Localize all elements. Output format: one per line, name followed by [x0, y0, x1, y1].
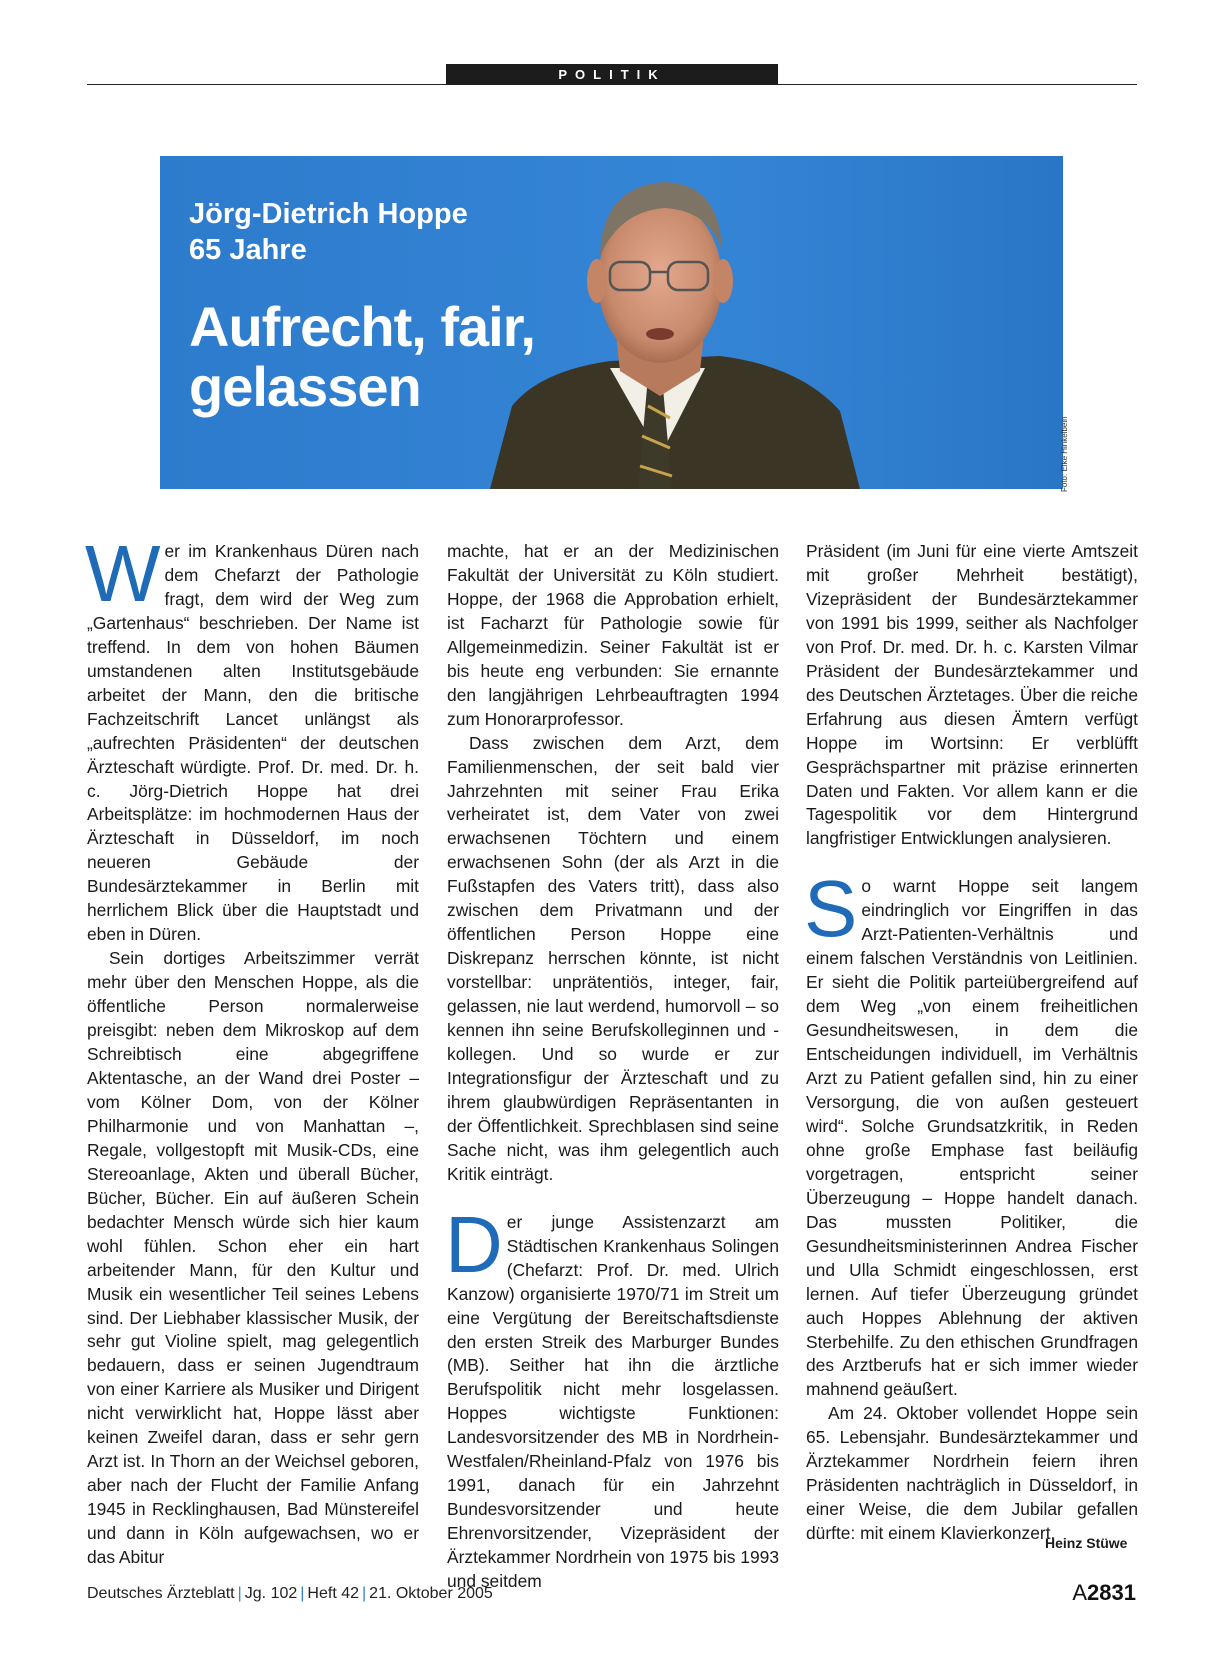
- article-column-3: [806, 540, 1138, 1546]
- hero-kicker: [189, 196, 468, 268]
- page-number-value: 2831: [1087, 1580, 1136, 1605]
- footer-citation: [87, 1585, 493, 1603]
- photo-credit: Foto: Elke Hinkelbein: [1060, 416, 1069, 492]
- footer-separator: |: [237, 1585, 242, 1602]
- paragraph: Präsident (im Juni für eine vierte Amtszeit mit großer Mehrheit bestätigt), Vizepräsident der Bundesärztekammer von 1991 bis 1999, seither als Nachfolger von Prof. Dr. med. Dr. h. c. Karsten Vilmar Präsident der Bundesärztekammer und des Deutschen Ärztetages. Über die reiche Erfahrung aus diesen Ämtern verfügt Hoppe im Wortsinn: Er verblüfft Gesprächspartner mit präzise erinnerten Daten und Fakten. Vor allem kann er die Tagespolitik vor dem Hintergrund langfristiger Entwicklungen analysieren.: [806, 541, 1138, 849]
- paragraph: machte, hat er an der Medizinischen Fakultät der Universität zu Köln studiert. Hoppe, der 1968 die Approbation erhielt, ist Facharzt für Pathologie sowie für Allgemeinmedizin. Seiner Fakultät ist er bis heute eng verbunden: Sie ernannte den langjährigen Lehrbeauftragten 1994 zum Honorarprofessor.: [447, 541, 779, 729]
- footer-separator: |: [300, 1585, 305, 1602]
- paragraph: [445, 1199, 779, 1594]
- drop-cap: D: [445, 1199, 503, 1289]
- section-label: POLITIK: [446, 64, 778, 85]
- page-number: [1072, 1580, 1136, 1606]
- drop-cap: W: [85, 529, 161, 618]
- headline-line-1: Aufrecht, fair,: [189, 295, 535, 358]
- footer-separator: |: [362, 1585, 367, 1602]
- page-prefix: A: [1072, 1580, 1088, 1605]
- paragraph: Am 24. Oktober vollendet Hoppe sein 65. Lebensjahr. Bundesärztekammer und Ärztekammer Nordrhein feiern ihren Präsidenten nachträglich in Düsseldorf, in einer Weise, die dem Jubilar gefallen dürfte: mit einem Klavierkonzert.: [806, 1403, 1138, 1544]
- volume: Jg. 102: [244, 1585, 298, 1602]
- headline-line-2: gelassen: [189, 355, 421, 418]
- paragraph-text: er im Krankenhaus Düren nach dem Chefarzt der Pathologie fragt, dem wird der Weg zum „Gartenhaus“ beschrieben. Der Name ist treffend. In dem von hohen Bäumen umstandenen alten Institutsgebäude arbeitet der Mann, den die britische Fachzeitschrift Lancet unlängst als „aufrechten Präsidenten“ der deutschen Ärzteschaft würdigte. Prof. Dr. med. Dr. h. c. Jörg-Dietrich Hoppe hat drei Arbeitsplätze: im hochmodernen Haus der Ärzteschaft in Düsseldorf, im noch neueren Gebäude der Bundesärztekammer in Berlin mit herrlichem Blick über die Hauptstadt und eben in Düren.: [87, 541, 419, 945]
- paragraph: Dass zwischen dem Arzt, dem Familienmenschen, der seit bald vier Jahrzehnten mit seiner Frau Erika verheiratet ist, dem Vater von zwei erwachsenen Töchtern und einem erwachsenen Sohn (der als Arzt in die Fußstapfen des Vaters tritt), dass also zwischen dem Privatmann und der öffentlichen Person Hoppe eine Diskrepanz herrschen könnte, ist nicht vorstellbar: unprätentiös, integer, fair, gelassen, nie laut werdend, humorvoll – so kennen ihn seine Berufskolleginnen und -kollegen. Und so wurde er zur Integrationsfigur der Ärzteschaft und zu ihrem glaubwürdigen Repräsentanten in der Öffentlichkeit. Sprechblasen sind seine Sache nicht, was ihm gelegentlich auch Kritik einträgt.: [447, 732, 779, 1184]
- hero-kicker-name: Jörg-Dietrich Hoppe: [189, 198, 468, 230]
- paragraph: Sein dortiges Arbeitszimmer verrät mehr über den Menschen Hoppe, als die öffentliche Person normalerweise preisgibt: neben dem Mikroskop auf dem Schreibtisch eine abgegriffene Aktentasche, an der Wand drei Poster – vom Kölner Dom, von der Kölner Philharmonie und von Manhattan –, Regale, vollgestopft mit Musik-CDs, eine Stereoanlage, Akten und überall Bücher, Bücher, Bücher. Ein auf äußeren Schein bedachter Mensch würde sich hier kaum wohl fühlen. Schon eher ein hart arbeitender Mann, für den Kultur und Musik ein wesentlicher Teil seines Lebens sind. Der Liebhaber klassischer Musik, der sehr gut Violine spielt, mag gelegentlich bedauern, dass er seinen Jugendtraum von einer Karriere als Musiker und Dirigent nicht verwirklicht hat, Hoppe lässt aber keinen Zweifel daran, dass er sehr gern Arzt ist. In Thorn an der Weichsel geboren, aber nach der Flucht der Familie Anfang 1945 in Recklinghausen, Bad Münstereifel und dann in Köln aufgewachsen, wo er das Abitur: [87, 948, 419, 1568]
- issue-date: 21. Oktober 2005: [369, 1585, 493, 1602]
- article-headline: [189, 297, 535, 417]
- paragraph-text: o warnt Hoppe seit langem eindringlich vor Eingriffen in das Arzt-Patienten-Verhältnis und einem falschen Verständnis von Leitlinien. Er sieht die Politik parteiübergreifend auf dem Weg „von einem freiheitlichen Gesundheitswesen, in dem die Entscheidungen individuell, im Verhältnis Arzt zu Patient gefallen sind, hin zu einer Versorgung, die von außen gesteuert wird“. Solche Grundsatzkritik, in Reden ohne große Emphase fast beiläufig vorgetragen, entspricht seiner Überzeugung – Hoppe handelt danach. Das mussten Politiker, die Gesundheitsministerinnen Andrea Fischer und Ulla Schmidt eingeschlossen, erst lernen. Auf tiefer Überzeugung gründet auch Hoppes Ablehnung der aktiven Sterbehilfe. Zu den ethischen Grundfragen des Arztberufs hat er sich immer wieder mahnend geäußert.: [806, 876, 1138, 1400]
- paragraph-text: er junge Assistenzarzt am Städtischen Krankenhaus Solingen (Chefarzt: Prof. Dr. med. Ulrich Kanzow) organisierte 1970/71 im Streit um eine Vergütung der Bereitschaftsdienste den ersten Streik des Marburger Bundes (MB). Seither hat ihn die ärztliche Berufspolitik nicht mehr losgelassen. Hoppes wichtigste Funktionen: Landesvorsitzender des MB in Nordrhein-Westfalen/Rheinland-Pfalz von 1976 bis 1991, danach für ein Jahrzehnt Bundesvorsitzender und heute Ehrenvorsitzender, Vizepräsident der Ärztekammer Nordrhein von 1975 bis 1993 und seitdem: [447, 1211, 779, 1592]
- paragraph: [85, 529, 419, 947]
- author-byline: Heinz Stüwe: [1045, 1535, 1128, 1551]
- paragraph: [804, 864, 1138, 1402]
- article-column-2: [447, 540, 779, 1594]
- publication-name: Deutsches Ärzteblatt: [87, 1585, 235, 1602]
- drop-cap: S: [804, 864, 858, 954]
- issue: Heft 42: [307, 1585, 360, 1602]
- hero-kicker-age: 65 Jahre: [189, 234, 307, 266]
- hero-banner: [160, 156, 1063, 489]
- article-column-1: [85, 529, 419, 1570]
